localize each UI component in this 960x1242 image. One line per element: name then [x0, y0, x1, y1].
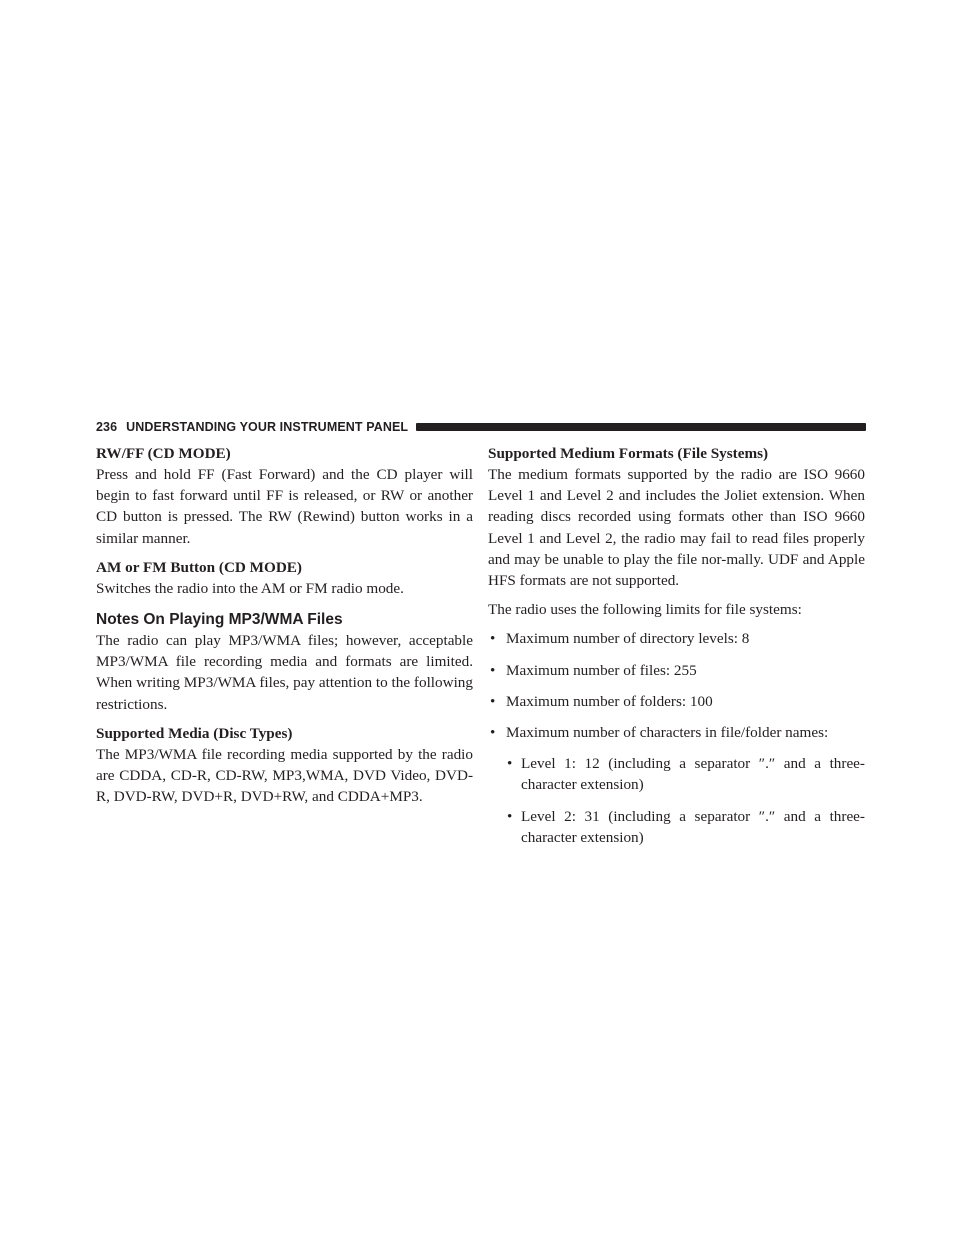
list-item: • Level 1: 12 (including a separator ″.″ and a three-character extension) — [505, 753, 865, 795]
limits-list — [488, 628, 865, 743]
rwff-heading: RW/FF (CD MODE) — [96, 445, 231, 462]
amfm-heading: AM or FM Button (CD MODE) — [96, 558, 302, 576]
page-header — [96, 420, 866, 434]
notes-heading: Notes On Playing MP3/WMA Files — [96, 611, 343, 629]
media-heading: Supported Media (Disc Types) — [96, 724, 293, 742]
notes-paragraph: The radio can play MP3/WMA files; however, acceptable MP3/WMA file recording media and formats are limited. When writing MP3/WMA files, pay attention to the following restrictions. — [96, 632, 473, 713]
header-rule — [416, 423, 866, 431]
amfm-paragraph: Switches the radio into the AM or FM radio mode. — [96, 579, 404, 597]
list-item: • Maximum number of folders: 100 — [488, 691, 865, 712]
list-item: • Level 2: 31 (including a separator ″.″ and a three-character extension) — [505, 806, 865, 848]
limits-intro: The radio uses the following limits for file systems: — [488, 601, 802, 619]
page-number: 236 — [96, 420, 118, 434]
sublimits-list — [488, 753, 865, 848]
list-item: • Maximum number of files: 255 — [488, 660, 865, 681]
right-column — [488, 443, 865, 858]
media-paragraph: The MP3/WMA file recording media supported by the radio are CDDA, CD-R, CD-RW, MP3,WMA, DVD Video, DVD-R, DVD-RW, DVD+R, DVD+RW, and CDDA+MP3. — [96, 745, 473, 806]
formats-heading: Supported Medium Formats (File Systems) — [488, 445, 769, 462]
rwff-paragraph: Press and hold FF (Fast Forward) and the CD player will begin to fast forward until FF is released, or RW or another CD button is pressed. The RW (Rewind) button works in a similar manner. — [96, 466, 473, 547]
list-item: • Maximum number of characters in file/folder names: — [488, 722, 865, 743]
formats-paragraph: The medium formats supported by the radio are ISO 9660 Level 1 and Level 2 and includes the Joliet extension. When reading discs recorded using formats other than ISO 9660 Level 1 and Level 2, the radio may fail to read files properly and may be unable to play the file nor-mally. UDF and Apple HFS formats are not supported. — [488, 466, 865, 590]
list-item: • Maximum number of directory levels: 8 — [488, 628, 865, 649]
left-column — [96, 443, 473, 807]
section-title: UNDERSTANDING YOUR INSTRUMENT PANEL — [126, 420, 409, 434]
